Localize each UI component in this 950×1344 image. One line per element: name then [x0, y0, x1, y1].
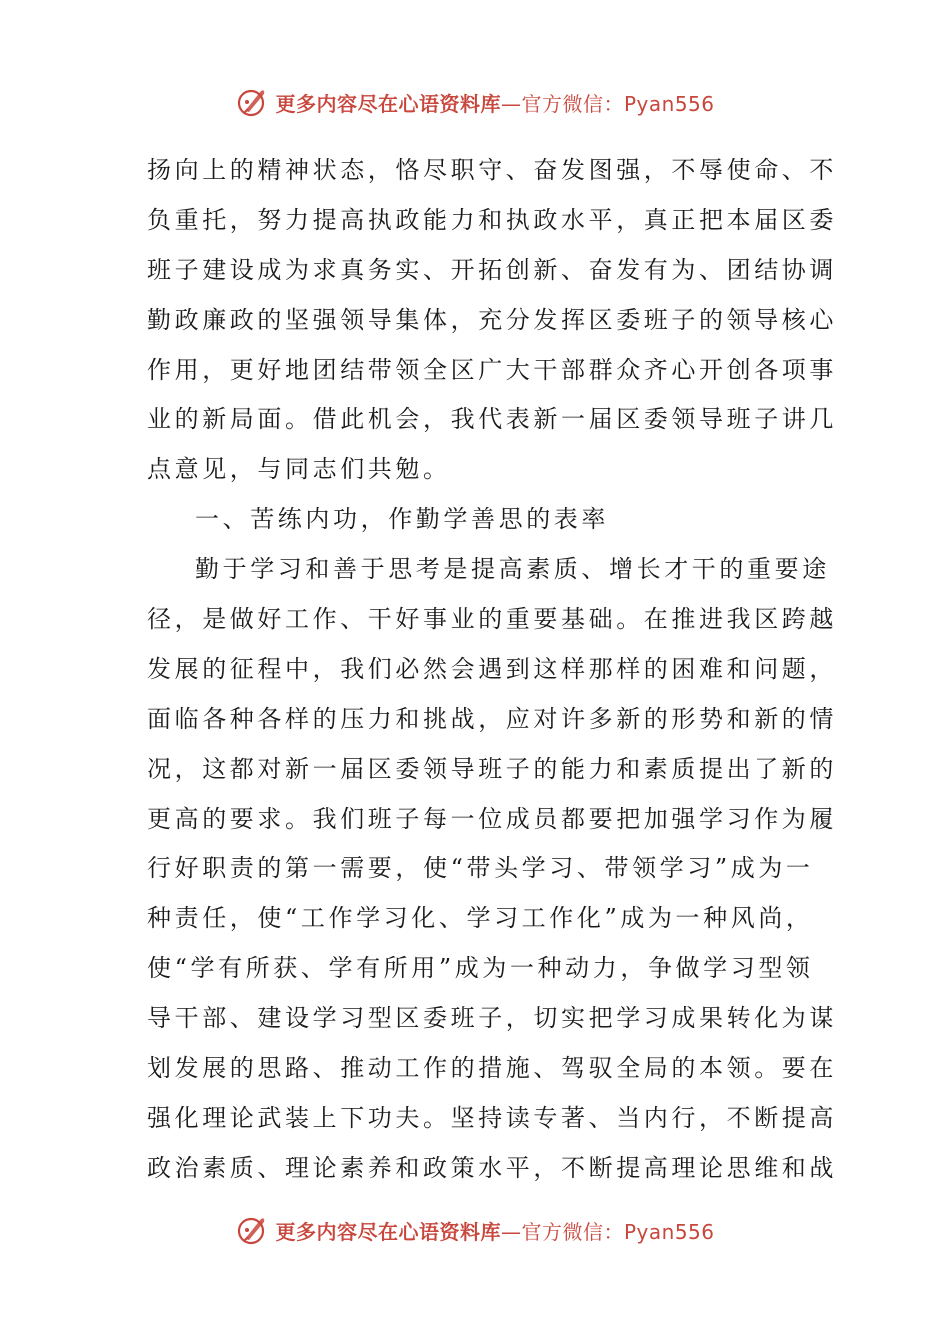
body-line: 划发展的思路、推动工作的措施、驾驭全局的本领。要在 — [147, 1054, 837, 1083]
body-line: 点意见，与同志们共勉。 — [147, 455, 451, 484]
body-line: 负重托，努力提高执政能力和执政水平，真正把本届区委 — [147, 205, 837, 234]
body-line: 行好职责的第一需要，使“带头学习、带领学习”成为一 — [147, 854, 814, 883]
body-line: 使“学有所获、学有所用”成为一种动力，争做学习型领 — [147, 954, 814, 983]
footer-official-label: 官方微信： — [521, 1219, 624, 1244]
body-line: 导干部、建设学习型区委班子，切实把学习成果转化为谋 — [147, 1004, 837, 1033]
header-dash: — — [500, 91, 522, 116]
footer-brand-text: 更多内容尽在心语资料库 — [275, 1219, 501, 1244]
footer-dash: — — [500, 1219, 522, 1244]
feather-pen-circle-icon — [235, 85, 269, 119]
header-wechat-id: Pyan556 — [623, 91, 715, 116]
footer-banner — [0, 1210, 950, 1250]
header-official-label: 官方微信： — [521, 91, 624, 116]
feather-pen-circle-icon — [235, 1213, 269, 1247]
body-line: 勤政廉政的坚强领导集体，充分发挥区委班子的领导核心 — [147, 305, 837, 334]
body-line: 面临各种各样的压力和挑战，应对许多新的形势和新的情 — [147, 704, 837, 733]
body-line: 发展的征程中，我们必然会遇到这样那样的困难和问题， — [147, 654, 837, 683]
body-line: 班子建设成为求真务实、开拓创新、奋发有为、团结协调 — [147, 255, 837, 284]
footer-wechat-id: Pyan556 — [623, 1219, 715, 1244]
body-line: 勤于学习和善于思考是提高素质、增长才干的重要途 — [195, 555, 830, 584]
body-line: 政治素质、理论素养和政策水平，不断提高理论思维和战 — [147, 1153, 837, 1182]
header-banner — [0, 82, 950, 122]
header-brand-text: 更多内容尽在心语资料库 — [275, 91, 501, 116]
document-body — [147, 146, 837, 1194]
body-line: 种责任，使“工作学习化、学习工作化”成为一种风尚， — [147, 904, 814, 933]
body-line: 作用，更好地团结带领全区广大干部群众齐心开创各项事 — [147, 355, 837, 384]
body-line: 强化理论武装上下功夫。坚持读专著、当内行，不断提高 — [147, 1103, 837, 1132]
header-banner-text — [275, 88, 714, 117]
body-line: 扬向上的精神状态，恪尽职守、奋发图强，不辱使命、不 — [147, 156, 837, 184]
footer-banner-text — [275, 1216, 714, 1245]
section-heading: 一、苦练内功，作勤学善思的表率 — [195, 505, 609, 534]
body-line: 径，是做好工作、干好事业的重要基础。在推进我区跨越 — [147, 605, 837, 634]
body-line: 业的新局面。借此机会，我代表新一届区委领导班子讲几 — [147, 405, 837, 434]
body-line: 况，这都对新一届区委领导班子的能力和素质提出了新的 — [147, 754, 837, 783]
body-line: 更高的要求。我们班子每一位成员都要把加强学习作为履 — [147, 804, 837, 833]
